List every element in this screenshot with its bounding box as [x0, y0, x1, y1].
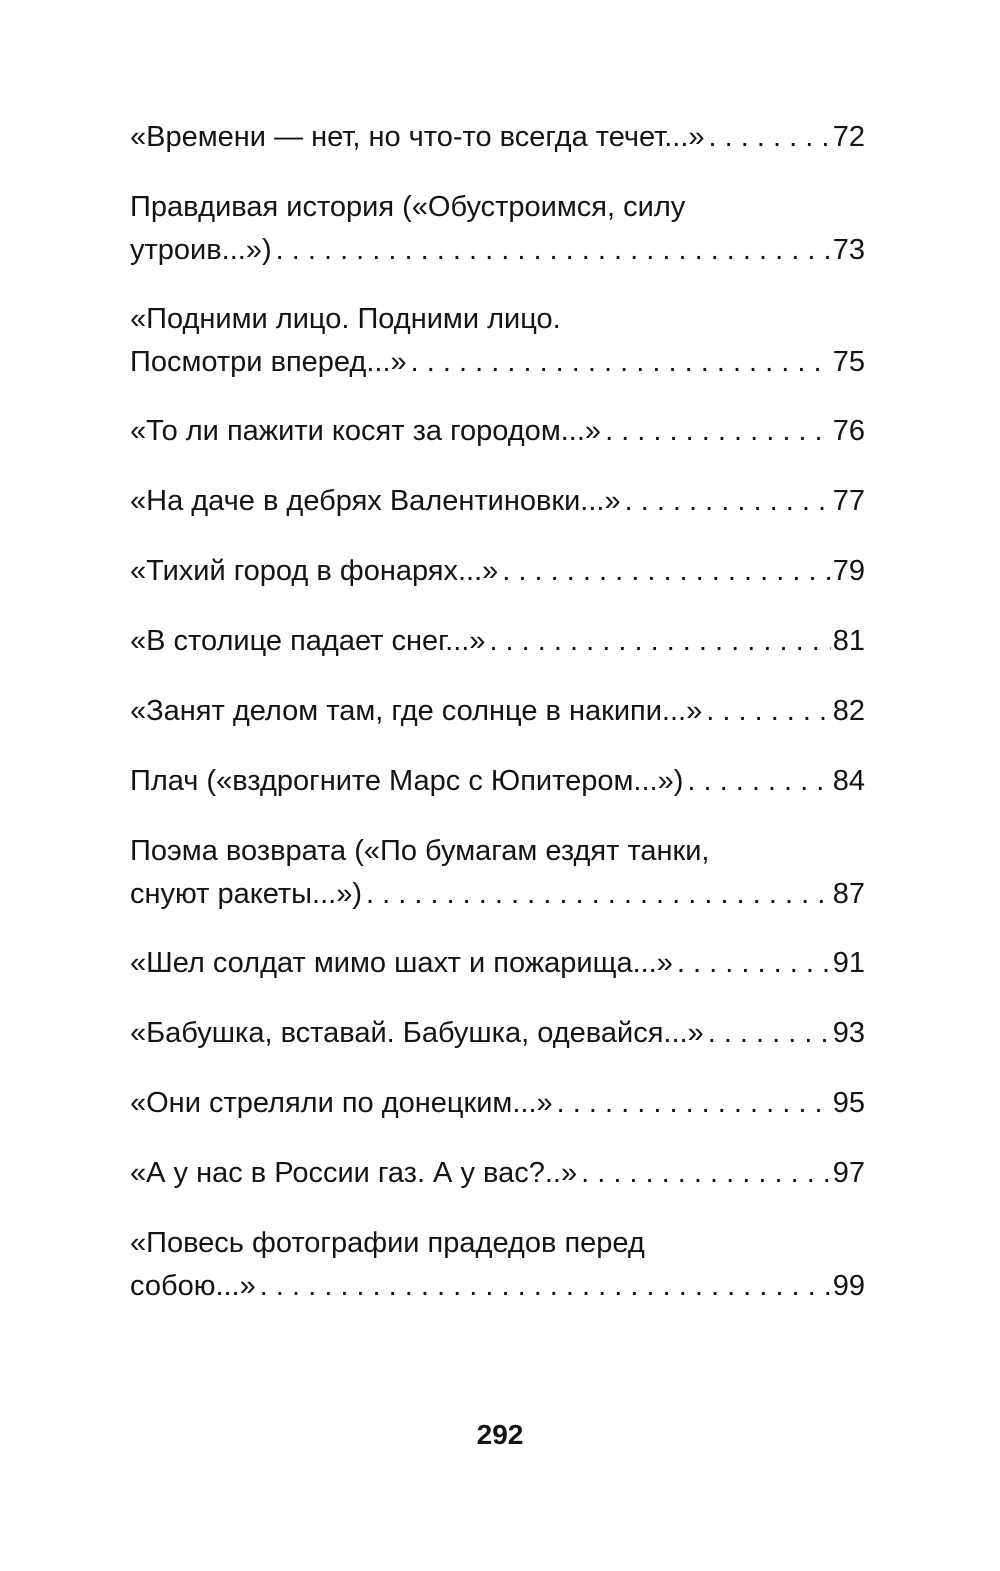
toc-entry	[130, 690, 865, 733]
toc-entry-line	[130, 1265, 865, 1308]
toc-entry-title: «То ли пажити косят за городом...»	[130, 415, 602, 447]
toc-entry-page: 73	[832, 234, 865, 266]
toc-entry-title: собою...»	[130, 1270, 256, 1302]
toc-entry	[130, 1082, 865, 1125]
toc-entry	[130, 1152, 865, 1195]
dot-leader	[625, 480, 831, 523]
dot-leader	[260, 1265, 831, 1308]
toc-entry-page: 79	[832, 555, 865, 587]
toc-entry-title: «Занят делом там, где солнце в накипи...»	[130, 695, 703, 727]
toc-entry	[130, 830, 865, 916]
toc-entry-page: 75	[832, 346, 865, 378]
toc-entry-page: 99	[832, 1270, 865, 1302]
toc-entry	[130, 1012, 865, 1055]
toc-entry-title: Посмотри вперед...»	[130, 346, 407, 378]
toc-entry-line	[130, 480, 865, 523]
toc-entry-line	[130, 942, 865, 985]
toc-entry-line	[130, 341, 865, 384]
dot-leader	[687, 760, 830, 803]
toc-entry	[130, 620, 865, 663]
toc-entry	[130, 550, 865, 593]
toc-entry-line	[130, 229, 865, 272]
dot-leader	[677, 942, 831, 985]
dot-leader	[709, 116, 831, 159]
toc-entry	[130, 298, 865, 384]
toc-entry-title: «Времени — нет, но что-то всегда течет...»	[130, 121, 705, 153]
toc-entry-title-line: «Подними лицо. Подними лицо.	[130, 303, 561, 335]
toc-entry	[130, 116, 865, 159]
toc-entry-line	[130, 620, 865, 663]
toc-entry-line	[130, 1152, 865, 1195]
toc-entry-line	[130, 760, 865, 803]
toc-entry	[130, 480, 865, 523]
toc-entry-page: 81	[832, 625, 865, 657]
toc-entry-title: «Шел солдат мимо шахт и пожарища...»	[130, 947, 673, 979]
toc-entry-title: «А у нас в России газ. А у вас?..»	[130, 1157, 578, 1189]
dot-leader	[411, 341, 831, 384]
toc-entry-page: 97	[832, 1157, 865, 1189]
toc-entry-page: 95	[832, 1087, 865, 1119]
toc-entry-line	[130, 116, 865, 159]
dot-leader	[502, 550, 830, 593]
toc-entry-title: утроив...»)	[130, 234, 272, 266]
toc-entry-title-line: Правдивая история («Обустроимся, силу	[130, 191, 686, 223]
dot-leader	[605, 410, 831, 453]
toc-entry-title: снуют ракеты...»)	[130, 878, 362, 910]
table-of-contents	[130, 116, 865, 1334]
toc-entry-page: 77	[832, 485, 865, 517]
toc-entry-title: Плач («вздрогните Марс с Юпитером...»)	[130, 765, 684, 797]
toc-entry-page: 84	[832, 765, 865, 797]
toc-entry	[130, 186, 865, 272]
toc-entry-page: 91	[832, 947, 865, 979]
toc-entry-page: 76	[832, 415, 865, 447]
toc-entry	[130, 760, 865, 803]
toc-entry-line	[130, 1082, 865, 1125]
toc-entry-title: «Бабушка, вставай. Бабушка, одевайся...»	[130, 1017, 704, 1049]
dot-leader	[366, 873, 831, 916]
toc-entry-title: «Они стреляли по донецким...»	[130, 1087, 553, 1119]
dot-leader	[706, 690, 831, 733]
toc-entry-page: 72	[832, 121, 865, 153]
toc-entry	[130, 410, 865, 453]
toc-entry-line	[130, 550, 865, 593]
dot-leader	[276, 229, 831, 272]
toc-entry-title: «Тихий город в фонарях...»	[130, 555, 499, 587]
dot-leader	[557, 1082, 831, 1125]
dot-leader	[489, 620, 830, 663]
toc-entry	[130, 1222, 865, 1308]
dot-leader	[581, 1152, 831, 1195]
toc-entry-page: 93	[832, 1017, 865, 1049]
toc-entry	[130, 942, 865, 985]
toc-entry-title-line: Поэма возврата («По бумагам ездят танки,	[130, 835, 710, 867]
page-number: 292	[476, 1419, 524, 1450]
toc-entry-page: 87	[832, 878, 865, 910]
toc-entry-line	[130, 873, 865, 916]
toc-entry-line	[130, 690, 865, 733]
toc-entry-title-line: «Повесь фотографии прадедов перед	[130, 1227, 645, 1259]
toc-entry-line	[130, 410, 865, 453]
toc-entry-title: «В столице падает снег...»	[130, 625, 486, 657]
toc-entry-page: 82	[832, 695, 865, 727]
dot-leader	[708, 1012, 831, 1055]
toc-entry-line	[130, 1012, 865, 1055]
toc-entry-title: «На даче в дебрях Валентиновки...»	[130, 485, 621, 517]
